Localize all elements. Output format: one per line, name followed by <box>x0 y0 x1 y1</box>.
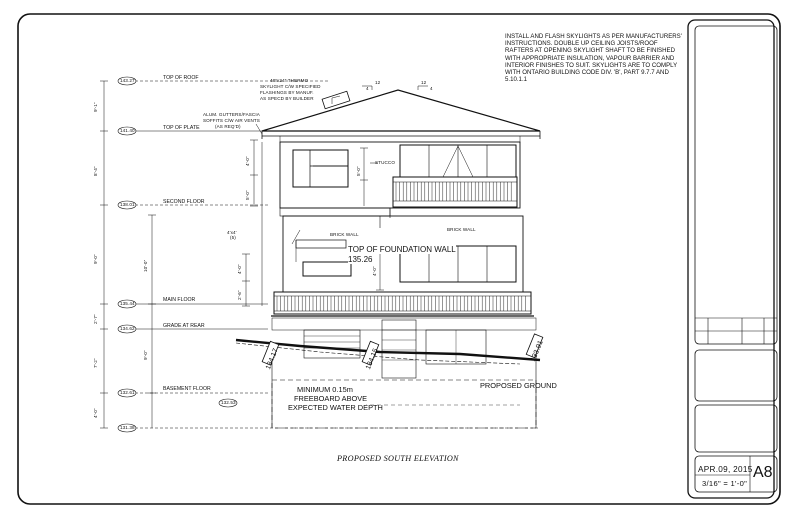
level-label-main-floor: MAIN FLOOR <box>163 297 196 303</box>
level-tag-2: 138.01 <box>120 202 135 207</box>
window-tag-number: (5) <box>230 235 236 240</box>
dim-inner-3: 4'-0" <box>245 156 250 166</box>
dim-footing: 4'-0" <box>93 408 98 418</box>
freeboard-line-1: MINIMUM 0.15m <box>297 385 353 394</box>
skylight-note-2: SKYLIGHT C/W SPECIFIED <box>260 84 321 89</box>
level-tag-side: 132.53 <box>221 400 236 405</box>
level-label-top-of-plate: TOP OF PLATE <box>163 125 200 131</box>
level-lines <box>120 81 540 428</box>
level-tag-6: 131.38 <box>120 425 135 430</box>
general-notes: INSTALL AND FLASH SKYLIGHTS AS PER MANUFACTURERS' INSTRUCTIONS. DOUBLE UP CEILING JOISTS/ROOF RAFTERS AT OPENING SKYLIGHT SHAFT TO BE FINISHED WITH APPROPRIATE INSULATION, VAPOUR BARRIER AND INTERIOR FINISHES TO SUIT. SKYLIGHTS ARE TO COMPLY WITH ONTARIO BUILDING CODE DIV. 'B', PART 9.7.7 AND 5.10.1.1 <box>505 33 682 84</box>
level-tag-4: 134.62 <box>120 326 135 331</box>
deck-pickets <box>277 296 525 311</box>
level-tag-1: 141.40 <box>120 128 135 133</box>
freeboard-line-2: FREEBOARD ABOVE <box>294 394 368 403</box>
second-floor-walls <box>280 142 520 218</box>
freeboard-line-3: EXPECTED WATER DEPTH <box>288 403 383 412</box>
gutter-note-3: (AS REQ'D) <box>215 124 241 129</box>
dim-inner-2: 9'-0" <box>143 350 148 360</box>
dim-inner-6: 2'-6" <box>237 290 242 300</box>
level-label-top-of-roof: TOP OF ROOF <box>163 75 199 81</box>
level-label-second-floor: SECOND FLOOR <box>163 199 205 205</box>
title-block <box>688 20 777 498</box>
foundation-wall-label: TOP OF FOUNDATION WALL <box>348 245 456 254</box>
foundation-wall-value: 135.26 <box>348 255 373 264</box>
dimension-lines <box>100 81 384 428</box>
window-tag-size: 4'x4' <box>227 230 237 235</box>
level-tag-3: 135.44 <box>120 301 135 306</box>
dim-inner-8: 4'-0" <box>372 266 377 276</box>
material-brick-right: BRICK WALL <box>447 227 476 232</box>
grade-tag-text-3: 133.91 <box>530 339 545 363</box>
dim-upper: 8'-4" <box>93 166 98 176</box>
skylight-note-1: 48"x24" THERMO <box>270 78 309 83</box>
skylight-note-3: FLASHINGS BY MANUF. <box>260 90 314 95</box>
roof-pitch-left-rise: 4 <box>366 86 369 91</box>
level-tag-0: 143.27 <box>120 78 135 83</box>
roof-pitch-right-rise: 4 <box>430 86 433 91</box>
leader-lines <box>256 96 378 262</box>
title-block-scale: 3/16" = 1'-0" <box>702 479 748 488</box>
title-block-sheet-number: A8 <box>753 464 773 481</box>
grade-tag-text-1: 134.17 <box>265 347 280 371</box>
proposed-ground-label: PROPOSED GROUND <box>480 381 557 390</box>
roof-pitch-left-run: 12 <box>375 80 381 85</box>
gutter-note-1: ALUM. GUTTERS/FASCIA <box>203 112 260 117</box>
material-brick-left: BRICK WALL <box>330 232 359 237</box>
roof-pitch-right-run: 12 <box>421 80 427 85</box>
gutter-note-2: SOFFITS C/W AIR VENTS <box>203 118 260 123</box>
title-block-date: APR.09, 2015 <box>698 465 753 474</box>
grade-tag-text-2: 134.15 <box>365 347 380 371</box>
dim-inner-7: 5'-0" <box>356 166 361 176</box>
dim-main: 9'-0" <box>93 254 98 264</box>
dim-inner-1: 10'-0" <box>143 259 148 272</box>
dim-roof: 9'-1" <box>93 102 98 112</box>
level-label-basement-floor: BASEMENT FLOOR <box>163 386 211 392</box>
dim-basement: 7'-2" <box>93 358 98 368</box>
skylight-note-4: AS SPECD BY BUILDER <box>260 96 314 101</box>
material-stucco: STUCCO <box>375 160 395 165</box>
dim-inner-4: 5'-0" <box>245 190 250 200</box>
dim-inner-5: 4'-0" <box>237 264 242 274</box>
level-label-grade-at-rear: GRADE AT REAR <box>163 323 205 329</box>
dim-grade: 2'-7" <box>93 314 98 324</box>
level-tag-5: 132.61 <box>120 390 135 395</box>
balcony-pickets <box>396 182 511 201</box>
elevation-title: PROPOSED SOUTH ELEVATION <box>337 454 459 463</box>
